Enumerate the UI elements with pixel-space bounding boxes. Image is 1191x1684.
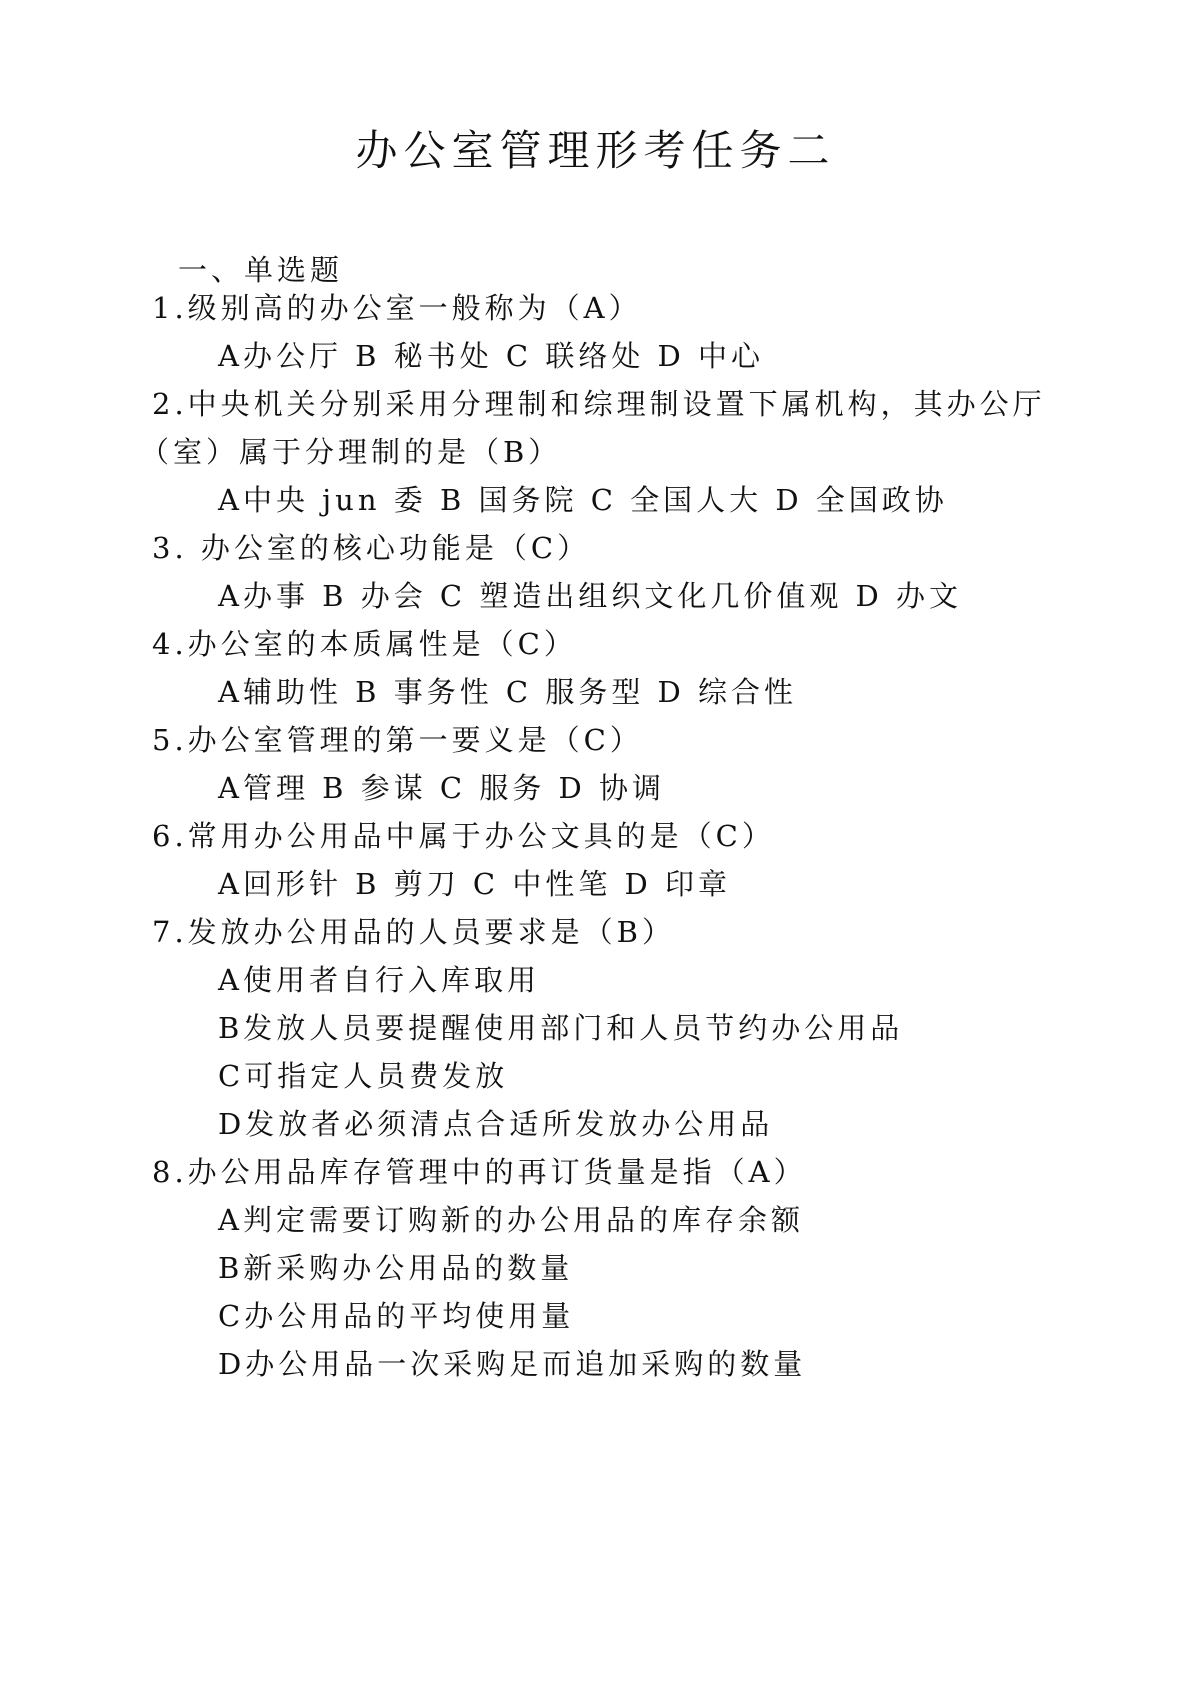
question-8-option-c: C办公用品的平均使用量 — [218, 1299, 575, 1333]
question-3-options: A办事 B 办会 C 塑造出组织文化几价值观 D 办文 — [218, 579, 963, 613]
question-2-continuation: （室）属于分理制的是（B） — [140, 435, 562, 469]
question-4-options: A辅助性 B 事务性 C 服务型 D 综合性 — [218, 675, 798, 709]
question-7-option-c: C可指定人员费发放 — [218, 1059, 509, 1093]
question-8-option-b: B新采购办公用品的数量 — [218, 1251, 574, 1285]
question-7-option-a: A使用者自行入库取用 — [218, 963, 540, 997]
question-5-options: A管理 B 参谋 C 服务 D 协调 — [218, 771, 666, 805]
question-2-options: A中央 jun 委 B 国务院 C 全国人大 D 全国政协 — [218, 483, 948, 517]
question-1-options: A办公厅 B 秘书处 C 联络处 D 中心 — [218, 339, 765, 373]
question-6: 6.常用办公用品中属于办公文具的是（C） — [152, 819, 775, 853]
question-3: 3. 办公室的核心功能是（C） — [152, 531, 591, 565]
question-7: 7.发放办公用品的人员要求是（B） — [152, 915, 675, 949]
page-title: 办公室管理形考任务二 — [355, 126, 836, 175]
section-heading: 一、单选题 — [178, 253, 344, 287]
question-8-option-d: D办公用品一次采购足而追加采购的数量 — [218, 1347, 807, 1381]
question-5: 5.办公室管理的第一要义是（C） — [152, 723, 643, 757]
question-6-options: A回形针 B 剪刀 C 中性笔 D 印章 — [218, 867, 732, 901]
question-1: 1.级别高的办公室一般称为（A） — [152, 291, 642, 325]
question-2: 2.中央机关分别采用分理制和综理制设置下属机构，其办公厅 — [152, 387, 1046, 421]
question-7-option-b: B发放人员要提醒使用部门和人员节约办公用品 — [218, 1011, 904, 1045]
question-8: 8.办公用品库存管理中的再订货量是指（A） — [152, 1155, 807, 1189]
question-8-option-a: A判定需要订购新的办公用品的库存余额 — [218, 1203, 804, 1237]
question-4: 4.办公室的本质属性是（C） — [152, 627, 577, 661]
question-7-option-d: D发放者必须清点合适所发放办公用品 — [218, 1107, 774, 1141]
